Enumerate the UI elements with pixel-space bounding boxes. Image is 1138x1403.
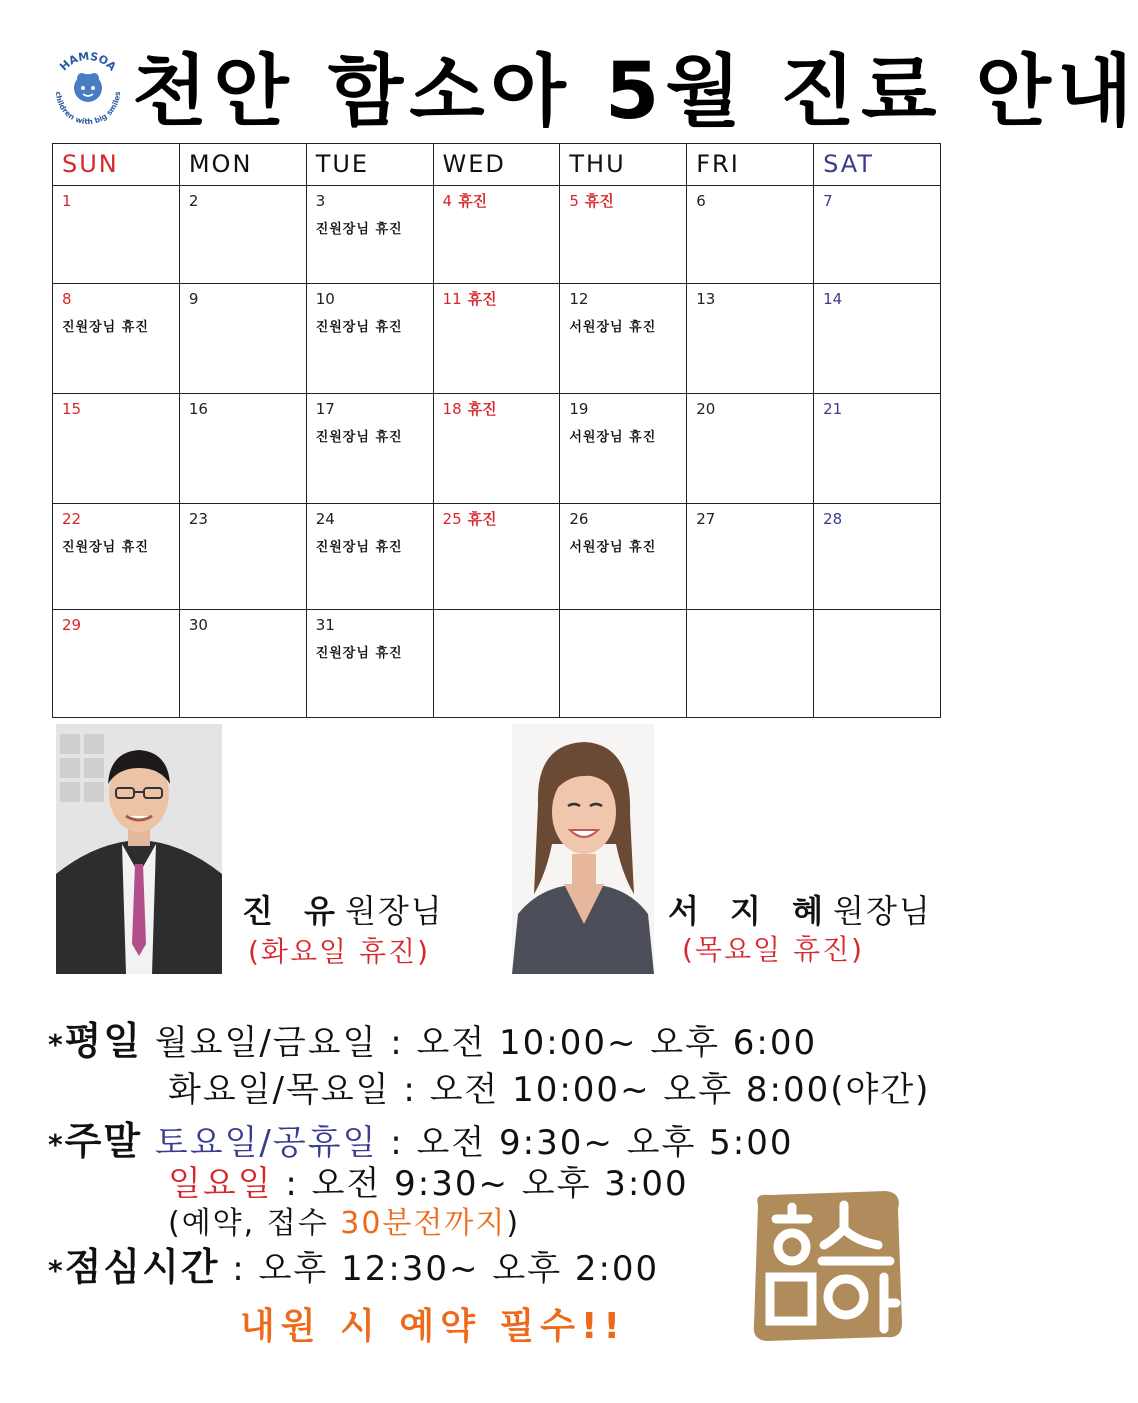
reservation-deadline: 30분전까지: [340, 1206, 507, 1241]
day-number: [569, 192, 686, 210]
day-number: [696, 192, 813, 210]
header-tue: TUE: [306, 144, 433, 186]
calendar-week-row: [53, 610, 941, 718]
reservation-suffix: ): [506, 1206, 521, 1241]
weekday-row-2: [168, 1062, 930, 1111]
day-number: [62, 192, 179, 210]
day-number-text: 9: [188, 290, 199, 308]
calendar-week-row: [53, 394, 941, 504]
doctor-seo-day-off: (목요일 휴진): [682, 933, 864, 966]
doctor-off-note: 서원장님 휴진: [569, 430, 657, 445]
day-number: [823, 192, 940, 210]
clinic-closed-label: 휴진: [467, 510, 497, 528]
calendar-day-cell: [814, 284, 941, 394]
day-number: [189, 400, 306, 418]
hamsoa-logo: [48, 48, 128, 128]
day-number-text: 27: [696, 510, 716, 528]
day-number: [189, 290, 306, 308]
calendar-day-cell: [433, 394, 560, 504]
sunday-label: 일요일: [168, 1164, 273, 1204]
calendar-day-cell: [306, 394, 433, 504]
doctor-off-note: 진원장님 휴진: [315, 430, 403, 445]
day-number-text: 8: [62, 290, 72, 308]
header-sun: SUN: [53, 144, 180, 186]
calendar-day-cell: [560, 284, 687, 394]
clinic-closed-label: 휴진: [467, 400, 497, 418]
doctor-off-note: 진원장님 휴진: [315, 540, 403, 555]
doctor-jin-day-off: (화요일 휴진): [248, 935, 430, 968]
day-number-text: 17: [315, 400, 335, 418]
header-wed: WED: [433, 144, 560, 186]
bullet-star: *: [48, 1028, 65, 1061]
day-number-text: 26: [569, 510, 589, 528]
day-number: [443, 400, 560, 418]
day-number-text: 12: [569, 290, 589, 308]
day-number-text: 20: [696, 400, 716, 418]
day-number-text: 16: [188, 400, 208, 418]
calendar-week-row: [53, 186, 941, 284]
day-number-text: 23: [188, 510, 208, 528]
day-number-text: 25: [442, 510, 462, 528]
calendar-day-cell: [560, 394, 687, 504]
day-number: [316, 192, 433, 210]
saturday-hours: : 오전 9:30~ 오후 5:00: [377, 1123, 794, 1163]
calendar-day-cell: [179, 610, 306, 718]
logo-text: HAMSOA: [57, 49, 119, 74]
day-number-text: 29: [62, 616, 82, 634]
doctor-jin-title: 원장님: [344, 892, 444, 930]
doctor-off-note: 진원장님 휴진: [315, 222, 403, 237]
day-number: [569, 400, 686, 418]
saturday-holiday-label: 토요일/공휴일: [154, 1123, 378, 1163]
calendar-day-cell: [53, 186, 180, 284]
doctor-jin-name: [242, 886, 444, 932]
calendar-day-cell: [306, 610, 433, 718]
day-number-text: 30: [188, 616, 208, 634]
calendar-day-cell: [179, 284, 306, 394]
day-number: [62, 400, 179, 418]
day-number: [189, 616, 306, 634]
day-number-text: 1: [62, 192, 72, 210]
day-number-text: 4: [442, 192, 453, 210]
doctor-seo-photo: [512, 724, 654, 974]
day-number-text: 24: [315, 510, 335, 528]
calendar-day-cell: [53, 394, 180, 504]
day-number-text: 10: [315, 290, 335, 308]
reservation-prefix: (예약, 접수: [168, 1206, 341, 1241]
doctor-off-note: 진원장님 휴진: [315, 320, 403, 335]
header-fri: FRI: [687, 144, 814, 186]
day-number-text: 14: [823, 290, 843, 308]
day-number: [316, 290, 433, 308]
day-number-text: 28: [823, 510, 843, 528]
weekday-hours-2: 화요일/목요일 : 오전 10:00~ 오후 8:00(야간): [168, 1070, 931, 1110]
doctor-jin-name-text: 진 유: [242, 892, 345, 930]
day-number-text: 22: [62, 510, 82, 528]
clinic-closed-label: 휴진: [584, 192, 614, 210]
day-number: [443, 192, 560, 210]
calendar-day-cell: [306, 186, 433, 284]
header-mon: MON: [179, 144, 306, 186]
hamsoa-stamp-logo: [746, 1185, 906, 1345]
day-number-text: 18: [442, 400, 462, 418]
doctor-jin-photo: [56, 724, 222, 974]
calendar-day-cell: [53, 284, 180, 394]
calendar-day-cell: [179, 186, 306, 284]
calendar-day-cell: [179, 394, 306, 504]
day-number-text: 5: [569, 192, 579, 210]
calendar-day-cell: [560, 610, 687, 718]
day-number: [189, 510, 306, 528]
doctor-off-note: 진원장님 휴진: [62, 320, 149, 335]
calendar-day-cell: [687, 610, 814, 718]
calendar-day-cell: [814, 504, 941, 610]
logo-tagline: children with big smiles: [53, 91, 123, 127]
calendar-day-cell: [433, 610, 560, 718]
weekday-header-row: [53, 144, 941, 186]
day-number: [696, 400, 813, 418]
clinic-closed-label: 휴진: [467, 290, 497, 308]
may-calendar: [52, 143, 941, 718]
calendar-week-row: [53, 284, 941, 394]
day-number: [62, 290, 179, 308]
bullet-star: *: [48, 1128, 65, 1161]
calendar-day-cell: [53, 610, 180, 718]
calendar-week-row: [53, 504, 941, 610]
day-number: [316, 400, 433, 418]
reservation-required-notice: 내원 시 예약 필수!!: [240, 1306, 626, 1347]
day-number: [823, 400, 940, 418]
calendar-day-cell: [560, 504, 687, 610]
calendar-day-cell: [433, 186, 560, 284]
calendar-day-cell: [179, 504, 306, 610]
calendar-day-cell: [306, 284, 433, 394]
lunch-label: 점심시간: [64, 1245, 220, 1289]
calendar-day-cell: [306, 504, 433, 610]
day-number-text: 31: [315, 616, 335, 634]
calendar-day-cell: [814, 394, 941, 504]
calendar-day-cell: [53, 504, 180, 610]
day-number: [823, 510, 940, 528]
day-number-text: 19: [569, 400, 589, 418]
day-number: [569, 290, 686, 308]
doctor-seo-name-text: 서 지 혜: [668, 892, 834, 930]
day-number: [316, 616, 433, 634]
lunch-hours: : 오후 12:30~ 오후 2:00: [219, 1249, 660, 1289]
calendar-day-cell: [814, 610, 941, 718]
weekday-hours-1: 월요일/금요일 : 오전 10:00~ 오후 6:00: [154, 1023, 818, 1063]
calendar-day-cell: [687, 186, 814, 284]
doctor-seo-title: 원장님: [833, 892, 932, 930]
doctor-off-note: 진원장님 휴진: [315, 646, 403, 661]
weekend-label: 주말: [64, 1119, 143, 1163]
doctor-seo-name: [668, 886, 932, 932]
header-thu: THU: [560, 144, 687, 186]
day-number-text: 2: [188, 192, 199, 210]
day-number-text: 3: [315, 192, 326, 210]
doctor-off-note: 진원장님 휴진: [62, 540, 149, 555]
doctor-off-note: 서원장님 휴진: [569, 320, 657, 335]
calendar-day-cell: [560, 186, 687, 284]
day-number: [696, 290, 813, 308]
calendar-day-cell: [433, 284, 560, 394]
day-number-text: 7: [823, 192, 833, 210]
day-number: [569, 510, 686, 528]
day-number-text: 13: [696, 290, 716, 308]
day-number: [189, 192, 306, 210]
clinic-closed-label: 휴진: [458, 192, 488, 210]
day-number-text: 21: [823, 400, 843, 418]
header-sat: SAT: [814, 144, 941, 186]
day-number: [823, 290, 940, 308]
calendar-day-cell: [687, 504, 814, 610]
day-number: [443, 510, 560, 528]
calendar-day-cell: [687, 284, 814, 394]
calendar-day-cell: [814, 186, 941, 284]
svg-text:HAMSOA: [57, 50, 119, 74]
day-number: [696, 510, 813, 528]
calendar-day-cell: [687, 394, 814, 504]
weekday-row-1: [48, 1010, 817, 1065]
calendar-day-cell: [433, 504, 560, 610]
lunch-row: [48, 1236, 659, 1291]
day-number: [443, 290, 560, 308]
day-number-text: 15: [62, 400, 82, 418]
weekday-label: 평일: [64, 1019, 143, 1063]
sunday-hours: : 오전 9:30~ 오후 3:00: [272, 1164, 689, 1204]
day-number: [316, 510, 433, 528]
page-title: 천안 함소아 5월 진료 안내: [132, 47, 1138, 137]
day-number-text: 6: [696, 192, 706, 210]
day-number: [62, 510, 179, 528]
day-number-text: 11: [442, 290, 462, 308]
bullet-star: *: [48, 1254, 65, 1287]
day-number: [62, 616, 179, 634]
doctor-off-note: 서원장님 휴진: [569, 540, 657, 555]
